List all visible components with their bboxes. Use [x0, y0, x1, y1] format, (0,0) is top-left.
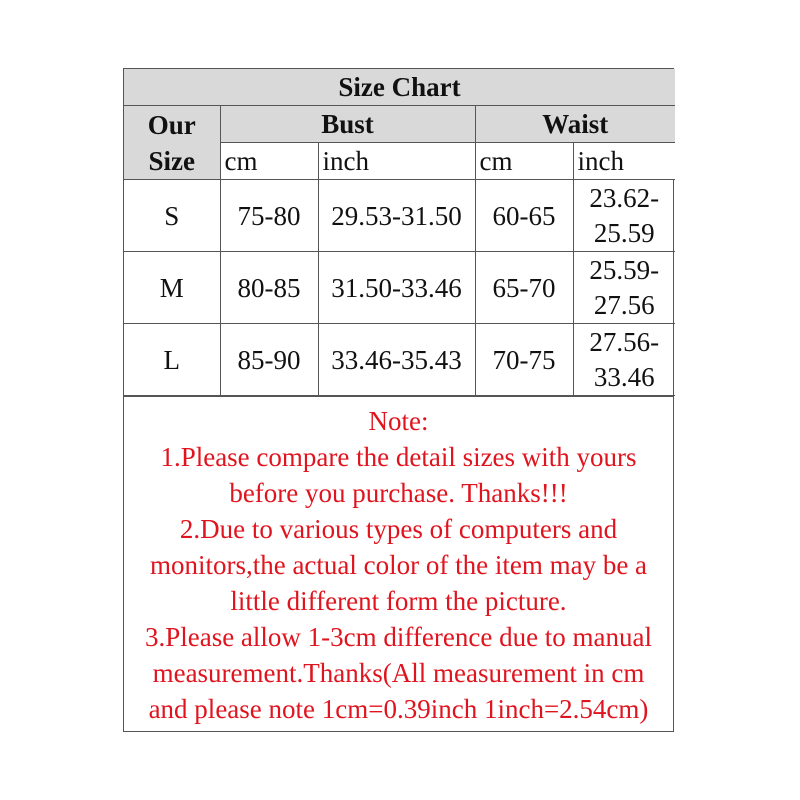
unit-waist-cm: cm — [475, 143, 573, 180]
table-row — [124, 252, 675, 324]
note-line: monitors,the actual color of the item may be a — [149, 550, 648, 580]
note-line: and please note 1cm=0.39inch 1inch=2.54cm) — [148, 694, 649, 724]
size-chart — [123, 68, 674, 732]
note-line: 1.Please compare the detail sizes with yours — [160, 442, 637, 472]
table-row — [124, 180, 675, 252]
note-heading: Note: — [368, 406, 429, 436]
unit-bust-cm: cm — [220, 143, 318, 180]
our-size-header — [124, 106, 220, 180]
our-size-line1: Our — [147, 109, 196, 140]
bust-inch-cell: 29.53-31.50 — [318, 180, 475, 252]
bust-cm-cell: 85-90 — [220, 324, 318, 396]
waist-header: Waist — [475, 106, 675, 143]
waist-inch-cell — [573, 180, 675, 252]
note-line: before you purchase. Thanks!!! — [229, 478, 568, 508]
table-title: Size Chart — [124, 69, 675, 106]
waist-cm-cell: 60-65 — [475, 180, 573, 252]
waist-inch-line2: 25.59 — [593, 217, 655, 248]
bust-header: Bust — [220, 106, 475, 143]
note-line: 3.Please allow 1-3cm difference due to manual — [144, 622, 653, 652]
waist-inch-line1: 25.59- — [589, 254, 660, 285]
unit-bust-inch: inch — [318, 143, 475, 180]
waist-inch-line1: 27.56- — [589, 326, 660, 357]
waist-inch-line1: 23.62- — [589, 182, 660, 213]
size-cell: M — [124, 252, 220, 324]
note-line: little different form the picture. — [230, 586, 567, 616]
size-cell: S — [124, 180, 220, 252]
note-line: measurement.Thanks(All measurement in cm — [152, 658, 645, 688]
waist-inch-cell — [573, 324, 675, 396]
our-size-line2: Size — [148, 145, 195, 176]
note-line: 2.Due to various types of computers and — [179, 514, 618, 544]
note-section — [124, 396, 673, 727]
waist-inch-cell — [573, 252, 675, 324]
bust-cm-cell: 75-80 — [220, 180, 318, 252]
title-row — [124, 69, 675, 106]
waist-inch-line2: 27.56 — [593, 289, 655, 320]
header-row — [124, 106, 675, 143]
unit-waist-inch: inch — [573, 143, 675, 180]
waist-cm-cell: 70-75 — [475, 324, 573, 396]
bust-cm-cell: 80-85 — [220, 252, 318, 324]
waist-cm-cell: 65-70 — [475, 252, 573, 324]
bust-inch-cell: 33.46-35.43 — [318, 324, 475, 396]
size-cell: L — [124, 324, 220, 396]
bust-inch-cell: 31.50-33.46 — [318, 252, 475, 324]
table-row — [124, 324, 675, 396]
waist-inch-line2: 33.46 — [593, 361, 655, 392]
size-table — [124, 69, 675, 396]
